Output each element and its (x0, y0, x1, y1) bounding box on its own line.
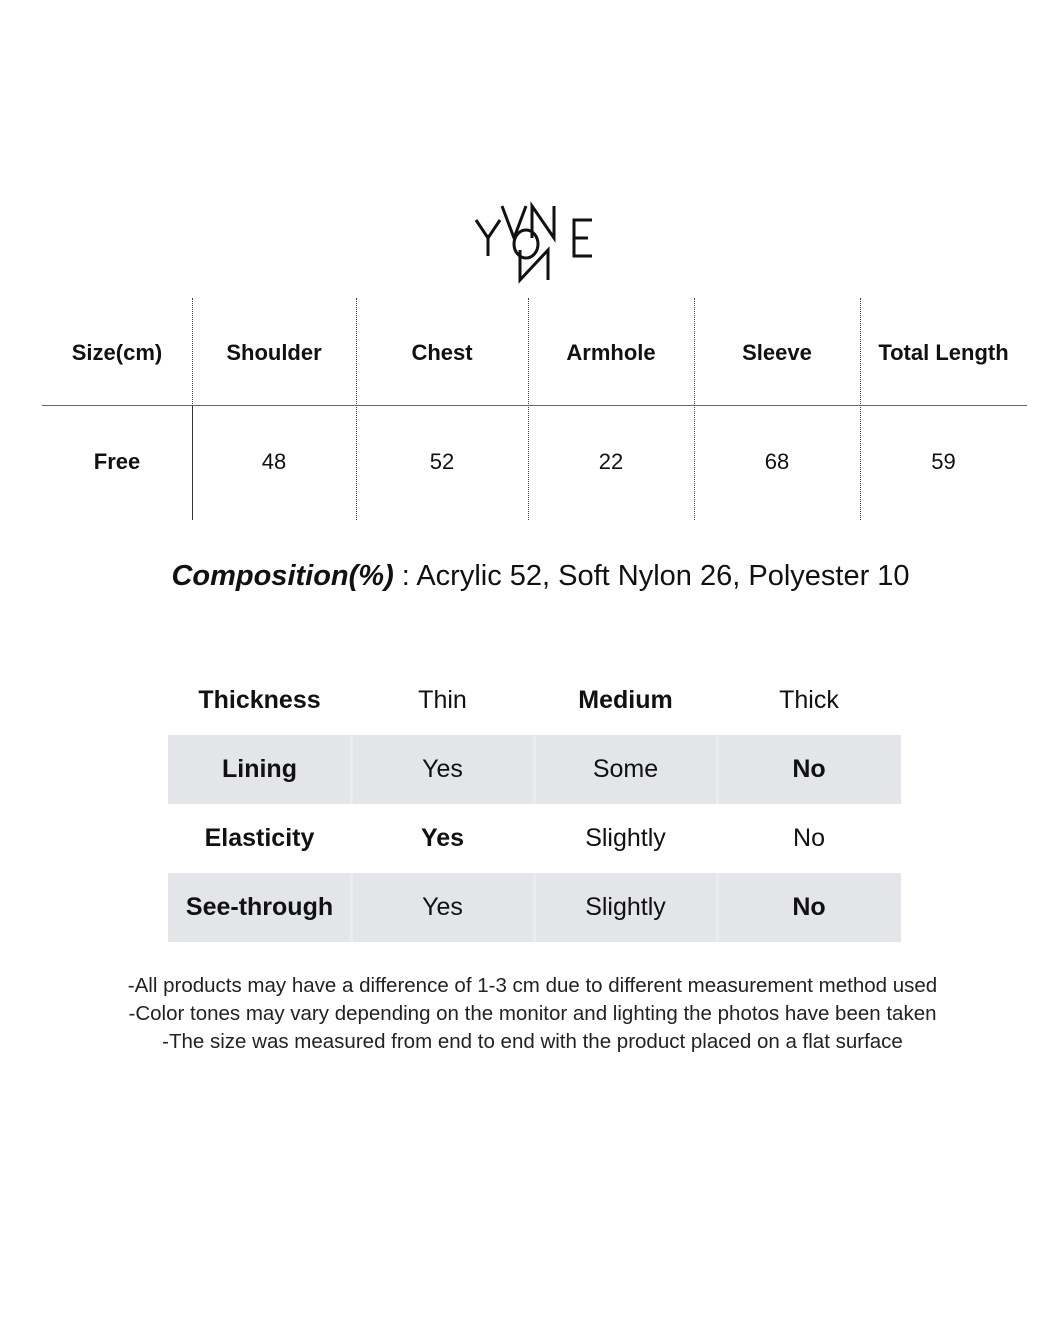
fabric-cell-separator (716, 873, 719, 942)
fabric-option-selected: No (792, 893, 826, 921)
size-free: Free (93, 449, 141, 474)
note-line: -The size was measured from end to end with the product placed on a flat surface (162, 1030, 903, 1053)
composition-separator: : (393, 560, 417, 592)
fabric-cell-separator (716, 735, 719, 804)
fabric-row-elasticity (168, 804, 901, 873)
column-divider (860, 298, 861, 520)
fabric-option: Slightly (585, 824, 666, 852)
fabric-row-see-through (168, 873, 901, 942)
fabric-option-selected: Medium (578, 686, 673, 714)
header-sleeve: Sleeve (742, 340, 812, 365)
fabric-option: No (793, 824, 825, 852)
column-divider (528, 298, 529, 520)
fabric-row-label: Thickness (198, 686, 321, 714)
fabric-option: Thin (418, 686, 467, 714)
fabric-row-label: Lining (222, 755, 297, 783)
fabric-option: Yes (422, 893, 463, 921)
header-total-length: Total Length (878, 340, 1009, 365)
size-table-row (42, 406, 1027, 520)
fabric-option: Yes (422, 755, 463, 783)
value-sleeve: 68 (764, 449, 790, 474)
header-armhole: Armhole (566, 340, 656, 365)
size-table-header (42, 298, 1027, 406)
value-chest: 52 (429, 449, 455, 474)
fabric-option-selected: Yes (420, 824, 465, 852)
value-total-length: 59 (931, 449, 956, 474)
notes (4, 972, 1057, 1056)
column-divider (192, 298, 193, 406)
column-divider (694, 298, 695, 520)
fabric-cell-separator (350, 735, 353, 804)
size-table (42, 298, 1027, 520)
composition-value: Acrylic 52, Soft Nylon 26, Polyester 10 (416, 560, 910, 592)
header-chest: Chest (411, 340, 473, 365)
fabric-row-label: Elasticity (204, 824, 315, 852)
fabric-row-thickness (168, 666, 901, 735)
composition-line (12, 560, 1057, 593)
composition-label: Composition(%) (171, 560, 394, 592)
fabric-option: Thick (779, 686, 839, 714)
fabric-option: Slightly (585, 893, 666, 921)
fabric-row-lining (168, 735, 901, 804)
column-divider (192, 406, 193, 520)
fabric-cell-separator (350, 873, 353, 942)
note-line: -Color tones may vary depending on the monitor and lighting the photos have been taken (128, 1002, 937, 1025)
value-shoulder: 48 (261, 449, 287, 474)
column-divider (356, 298, 357, 520)
fabric-option-selected: No (792, 755, 826, 783)
table-divider (42, 405, 1027, 406)
fabric-properties-table (168, 666, 901, 942)
brand-logo-mark (470, 198, 600, 288)
note-line: -All products may have a difference of 1-3 cm due to different measurement method used (127, 974, 938, 997)
fabric-option: Some (592, 755, 659, 783)
brand-logo (470, 198, 600, 288)
fabric-row-label: See-through (185, 893, 334, 921)
fabric-cell-separator (533, 873, 536, 942)
header-size: Size(cm) (71, 340, 163, 365)
fabric-cell-separator (533, 735, 536, 804)
header-shoulder: Shoulder (226, 340, 322, 365)
value-armhole: 22 (598, 449, 624, 474)
